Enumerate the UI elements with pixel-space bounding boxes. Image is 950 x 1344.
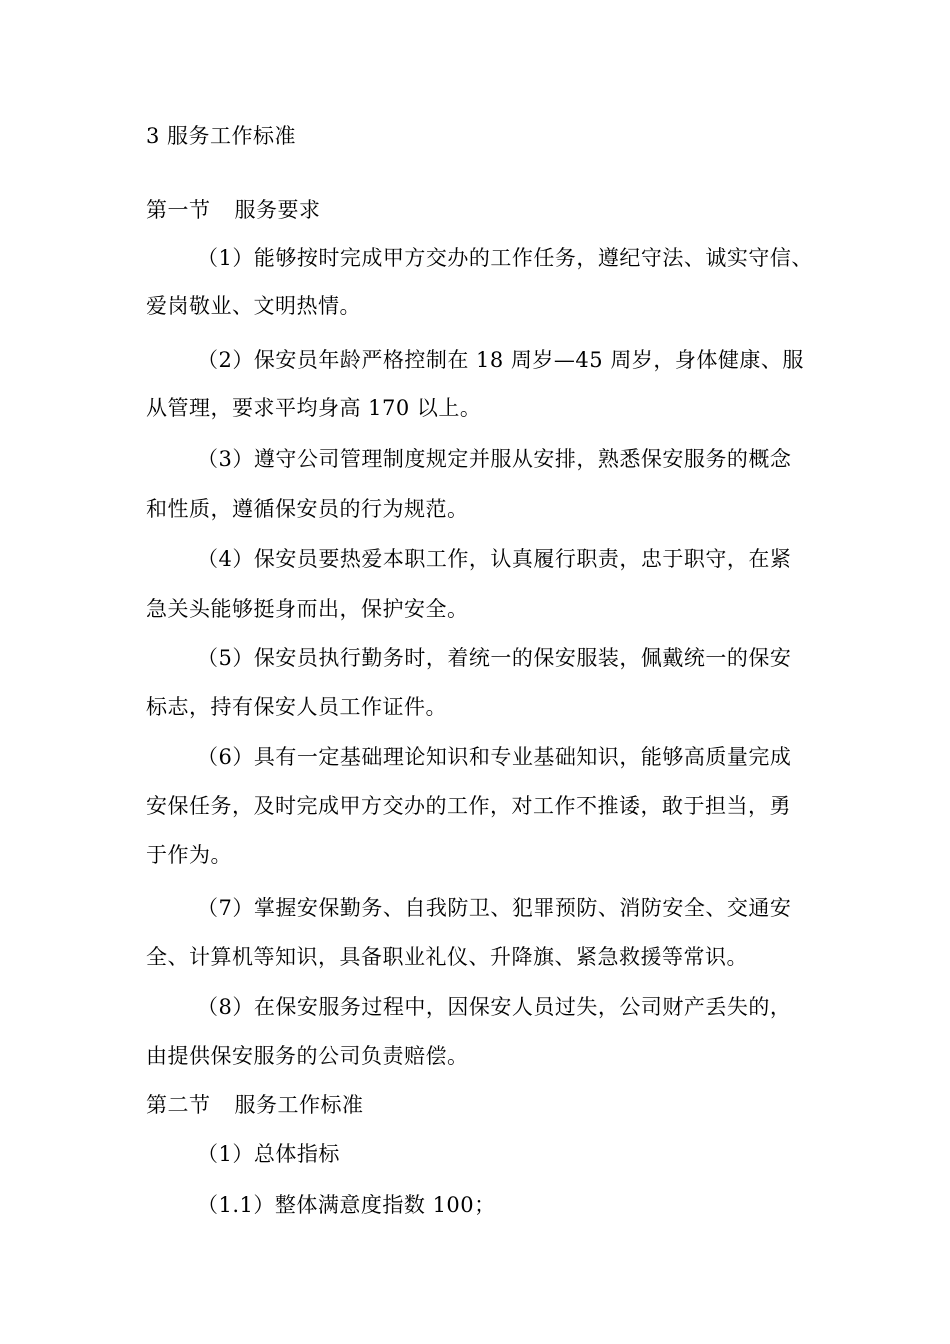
item-3-line-2: 和性质，遵循保安员的行为规范。	[146, 497, 469, 521]
item-6-line-2: 安保任务，及时完成甲方交办的工作，对工作不推诿，敢于担当，勇	[146, 794, 791, 818]
item-7-line-2: 全、计算机等知识，具备职业礼仪、升降旗、紧急救援等常识。	[146, 945, 748, 969]
item-6-line-3: 于作为。	[146, 843, 232, 867]
item-1-line-1: （1）能够按时完成甲方交办的工作任务，遵纪守法、诚实守信、	[197, 246, 813, 270]
item-6-line-1: （6）具有一定基础理论知识和专业基础知识，能够高质量完成	[197, 745, 792, 769]
subsection-1-1: （1.1）整体满意度指数 100；	[197, 1193, 496, 1217]
item-3-line-1: （3）遵守公司管理制度规定并服从安排，熟悉保安服务的概念	[197, 447, 792, 471]
item-5-line-1: （5）保安员执行勤务时，着统一的保安服装，佩戴统一的保安	[197, 646, 792, 670]
item-8-line-1: （8）在保安服务过程中，因保安人员过失，公司财产丢失的，	[197, 995, 792, 1019]
section-2-title: 服务工作标准	[234, 1093, 364, 1117]
section-1-number: 第一节	[146, 198, 211, 222]
item-4-line-2: 急关头能够挺身而出，保护安全。	[146, 597, 469, 621]
item-2-line-2: 从管理，要求平均身高 170 以上。	[146, 396, 482, 420]
item-8-line-2: 由提供保安服务的公司负责赔偿。	[146, 1044, 469, 1068]
section-1-heading	[146, 195, 816, 225]
item-4-line-1: （4）保安员要热爱本职工作，认真履行职责，忠于职守，在紧	[197, 547, 792, 571]
section-2-number: 第二节	[146, 1093, 211, 1117]
item-2-line-1: （2）保安员年龄严格控制在 18 周岁—45 周岁，身体健康、服	[197, 348, 804, 372]
section-2-heading	[146, 1090, 816, 1120]
item-7-line-1: （7）掌握安保勤务、自我防卫、犯罪预防、消防安全、交通安	[197, 896, 792, 920]
subsection-1: （1）总体指标	[197, 1142, 340, 1166]
section-1-title: 服务要求	[234, 198, 321, 222]
item-5-line-2: 标志，持有保安人员工作证件。	[146, 695, 447, 719]
chapter-title: 3 服务工作标准	[146, 124, 297, 148]
item-1-line-2: 爱岗敬业、文明热情。	[146, 294, 361, 318]
